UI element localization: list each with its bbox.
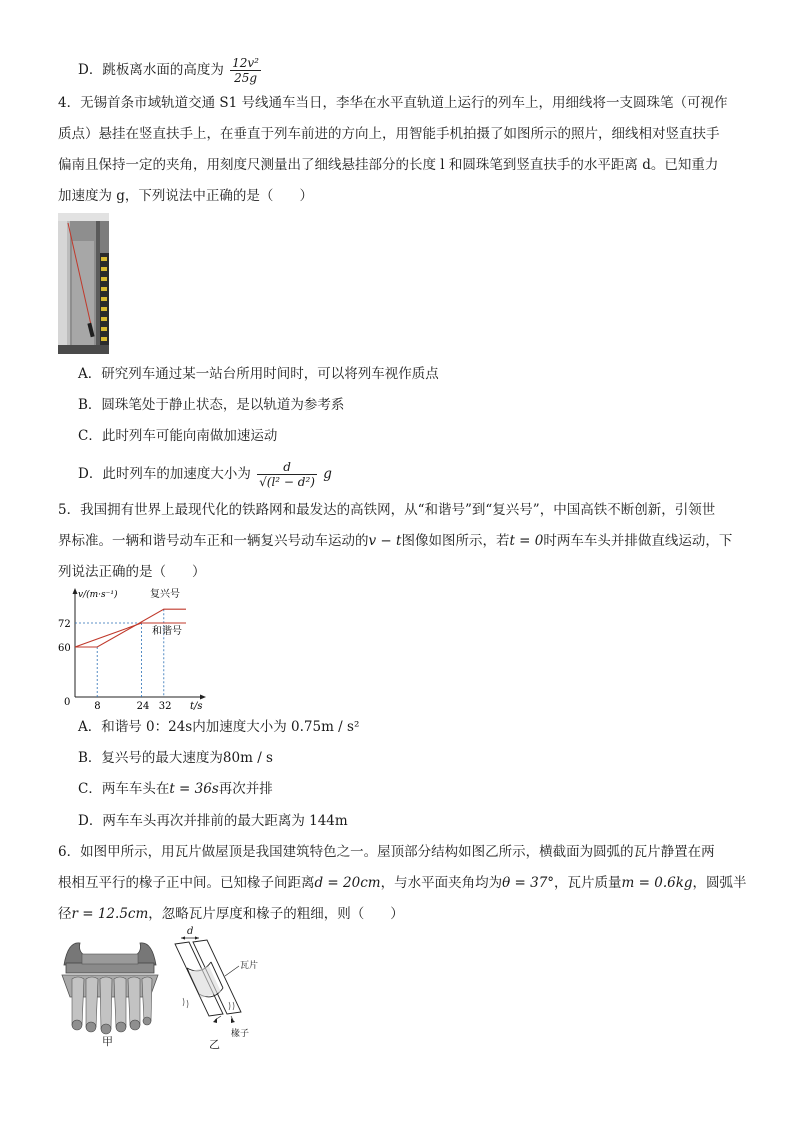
q4-option-b: B．圆珠笔处于静止状态，是以轨道为参考系 <box>78 397 345 413</box>
q5-option-d: D．两车车头再次并排前的最大距离为 144m <box>78 813 348 829</box>
figure-yi-label-rafter: 椽子 <box>231 1029 250 1039</box>
q5-vt-chart-svg <box>56 585 216 715</box>
q6-stem-text-d: ，圆弧半 <box>692 875 747 891</box>
roof-tiles-illustration <box>60 935 160 1035</box>
q3-option-d-fraction <box>230 56 261 85</box>
q4-option-c: C．此时列车可能向南做加速运动 <box>78 428 278 444</box>
q6-figure-yi <box>165 928 265 1053</box>
x-axis-label: t/s <box>190 701 203 712</box>
q4-stem-line1: 4．无锡首条市域轨道交通 S1 号线通车当日，李华在水平直轨道上运行的列车上，用细线将一支圆珠笔（可视作 <box>58 95 728 111</box>
q6-stem-text-c: ，瓦片质量 <box>554 875 622 891</box>
origin-label: 0 <box>64 697 71 708</box>
q5-option-b: B．复兴号的最大速度为80m / s <box>78 750 273 766</box>
q4-option-d-fraction <box>257 460 317 489</box>
q5-option-a: A．和谐号 0：24s内加速度大小为 0.75m / s² <box>78 719 360 735</box>
q6-stem-line3 <box>58 904 404 924</box>
q3-option-d <box>78 56 263 85</box>
q5-option-c-text-a: C．两车车头在 <box>78 781 170 797</box>
q6-stem-text-e: 径 <box>58 906 72 922</box>
series-label-hexie: 和谐号 <box>152 626 182 637</box>
q5-option-c <box>78 779 273 799</box>
q6-stem-text-f: ，忽略瓦片厚度和椽子的粗细，则（ <box>148 906 365 922</box>
q6-stem-line2 <box>58 873 747 893</box>
q5-stem-line2 <box>58 531 732 551</box>
q6-figure-jia <box>60 935 160 1050</box>
rafter-tile-diagram <box>165 928 265 1028</box>
q4-photo-illustration <box>58 213 109 354</box>
q5-option-c-time: t = 36s <box>169 781 219 797</box>
q6-r-value: r = 12.5cm <box>71 906 149 922</box>
figure-yi-label: 乙 <box>209 1038 220 1051</box>
series-label-fuxing: 复兴号 <box>150 589 180 600</box>
y-axis-label: v/(m·s⁻¹) <box>78 590 118 600</box>
q6-stem-text-b: ，与水平面夹角均为 <box>380 875 503 891</box>
q5-stem-line3 <box>58 562 206 582</box>
x-tick-label: 32 <box>158 701 172 712</box>
q6-theta-value: θ = 37° <box>502 875 555 891</box>
q6-stem-line1: 6．如图甲所示，用瓦片做屋顶是我国建筑特色之一。屋顶部分结构如图乙所示，横截面为圆弧的瓦片静置在两 <box>58 844 715 860</box>
y-tick-label: 60 <box>58 643 71 654</box>
q4-stem-line4 <box>58 186 313 206</box>
q5-option-c-text-b: 再次并排 <box>218 781 273 797</box>
q4-option-d-g: g <box>323 466 332 482</box>
q4-frac-den: √(l² − d²) <box>259 475 315 489</box>
q6-paren-close: ） <box>390 906 404 922</box>
q5-vt-symbol: v − t <box>368 533 402 549</box>
x-axis-arrow <box>200 695 206 700</box>
q3-frac-den: 25g <box>234 71 258 85</box>
x-tick-label: 8 <box>94 701 101 712</box>
q6-stem-text-a: 根相互平行的椽子正中间。已知椽子间距离 <box>58 875 315 891</box>
q5-t0-symbol: t = 0 <box>509 533 544 549</box>
q5-stem-text-c: 时两车车头并排做直线运动，下 <box>543 533 733 549</box>
q5-paren-close: ） <box>192 564 206 580</box>
figure-yi-label-d: d <box>187 926 194 937</box>
q5-stem-text: 列说法正确的是（ <box>58 564 166 580</box>
q3-option-d-text: D．跳板离水面的高度为 <box>78 62 224 78</box>
q5-stem-text-b: 图像如图所示，若 <box>401 533 510 549</box>
q4-stem-line3: 偏南且保持一定的夹角，用刻度尺测量出了细线悬挂部分的长度 l 和圆珠笔到竖直扶手的水平距离 d。已知重力 <box>58 157 719 173</box>
figure-yi-label-tile: 瓦片 <box>240 961 259 971</box>
figure-jia-label: 甲 <box>102 1035 113 1048</box>
q6-m-value: m = 0.6kg <box>621 875 693 891</box>
q4-stem-text: 加速度为 g，下列说法中正确的是（ <box>58 188 274 204</box>
q6-d-value: d = 20cm <box>314 875 381 891</box>
q4-option-d-text: D．此时列车的加速度大小为 <box>78 466 251 482</box>
q4-frac-num: d <box>257 460 317 475</box>
x-tick-label: 24 <box>136 701 150 712</box>
y-axis-arrow <box>73 588 78 594</box>
q4-paren-close: ） <box>299 188 313 204</box>
q4-option-d <box>78 460 332 489</box>
q5-stem-line1: 5．我国拥有世界上最现代化的铁路网和最发达的高铁网，从“和谐号”到“复兴号”，中国高铁不断创新，引领世 <box>58 502 716 518</box>
q4-option-a: A．研究列车通过某一站台所用时间时，可以将列车视作质点 <box>78 366 439 382</box>
q5-vt-chart <box>56 585 216 715</box>
q4-stem-line2: 质点）悬挂在竖直扶手上，在垂直于列车前进的方向上，用智能手机拍摄了如图所示的照片，细线相对竖直扶手 <box>58 126 720 142</box>
q3-frac-num: 12v² <box>232 56 259 70</box>
q4-photo <box>58 213 109 354</box>
q5-stem-text-a: 界标准。一辆和谐号动车正和一辆复兴号动车运动的 <box>58 533 369 549</box>
y-tick-label: 72 <box>58 619 71 630</box>
